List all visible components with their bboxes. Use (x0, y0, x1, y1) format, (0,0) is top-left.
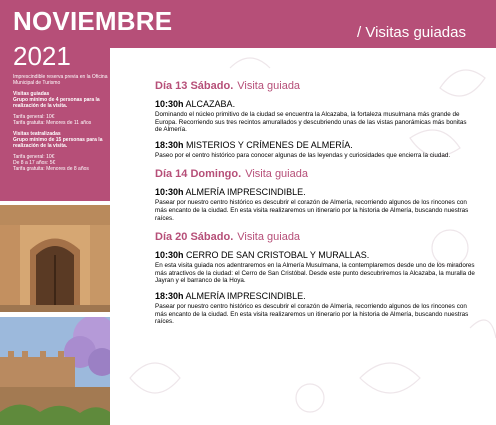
sidebar-info-panel (0, 41, 110, 201)
event-time: 10:30h (155, 99, 184, 109)
booking-info-line: Tarifa gratuita: Menores de 8 años (13, 166, 89, 172)
photo-alcazaba-walls (0, 317, 110, 425)
event-description: Pasear por nuestro centro histórico es descubrir el corazón de Almería, recorriendo algunos de los rincones con más encanto de la ciudad. En esta visita realizaremos un itinerario por la historia de Almería, buscando nuestras raíces. (155, 199, 469, 222)
booking-info-line: Grupo mínimo de 4 personas para la realización de la visita. (13, 97, 100, 109)
photo-church-door (0, 205, 110, 312)
booking-info-line: Grupo mínimo de 15 personas para la realización de la visita. (13, 137, 103, 149)
event-item (155, 140, 475, 160)
event-item (155, 99, 475, 134)
booking-info-line: Tarifa gratuita: Menores de 11 años (13, 120, 92, 126)
event-title-line (155, 187, 475, 198)
event-description: Paseo por el centro histórico para conocer algunas de las leyendas y curiosidades que encierra la ciudad. (155, 151, 451, 159)
alcazaba-walls-image (0, 317, 110, 425)
booking-info-line: Tarifa general: 10€ (13, 114, 55, 120)
schedule-list (155, 80, 475, 326)
booking-info-line: De 8 a 17 años: 5€ (13, 160, 56, 166)
year-label: 2021 (13, 41, 71, 71)
booking-info-line: Visitas teatralizadas (13, 131, 61, 137)
day-date: Día 14 Domingo. (155, 168, 242, 181)
booking-info-line: Tarifa general: 10€ (13, 154, 55, 160)
event-title: ALCAZABA. (185, 99, 236, 109)
day-heading (155, 80, 475, 93)
section-title: / Visitas guiadas (357, 24, 466, 41)
event-description: Pasear por nuestro centro histórico es descubrir el corazón de Almería, recorriendo algunos de los rincones con más encanto de la ciudad. En esta visita realizaremos un itinerario por la historia de Almería, buscando nuestras raíces. (155, 302, 469, 326)
day-date: Día 20 Sábado. (155, 231, 234, 244)
event-description: Dominando el núcleo primitivo de la ciudad se encuentra la Alcazaba, la fortaleza musulmana más grande de Europa. Recorriendo sus tres recintos amurallados y descubriendo unas de las vistas panorámicas más bonitas de Almería. (155, 111, 467, 134)
event-title: CERRO DE SAN CRISTOBAL Y MURALLAS. (186, 250, 370, 261)
booking-info-line: Imprescindible reserva previa en la Oficina Municipal de Turismo (13, 74, 108, 86)
booking-info-line: Visitas guiadas (13, 91, 50, 97)
event-title-line (155, 140, 475, 151)
event-description: En esta visita guiada nos adentraremos en la Almería Musulmana, la contemplaremos desde uno de los miradores más atractivos de la ciudad: el Cerro de San Cristóbal. Desde este punto descubriremos la Alcazaba, la muralla de Jayran y el barranco de la Hoya. (155, 262, 475, 285)
event-time: 10:30h (155, 187, 184, 198)
event-item (155, 250, 475, 285)
day-visit-label: Visita guiada (245, 168, 308, 181)
header-banner (0, 0, 496, 48)
church-door-image (0, 205, 110, 312)
event-time: 18:30h (155, 290, 184, 301)
event-title: ALMERÍA IMPRESCINDIBLE. (185, 187, 306, 198)
event-time: 10:30h (155, 250, 184, 261)
day-heading (155, 231, 475, 244)
month-title: NOVIEMBRE (13, 6, 173, 36)
event-time: 18:30h (155, 139, 184, 150)
event-item (155, 187, 475, 222)
booking-info (13, 74, 109, 172)
day-date: Día 13 Sábado. (155, 80, 234, 92)
event-title-line (155, 99, 475, 110)
event-title: ALMERÍA IMPRESCINDIBLE. (185, 290, 306, 301)
day-visit-label: Visita guiada (237, 231, 301, 244)
event-title-line (155, 291, 475, 302)
day-heading (155, 168, 475, 181)
event-title-line (155, 250, 475, 261)
day-visit-label: Visita guiada (237, 80, 301, 92)
event-title: MISTERIOS Y CRÍMENES DE ALMERÍA. (186, 139, 353, 150)
event-item (155, 291, 475, 326)
